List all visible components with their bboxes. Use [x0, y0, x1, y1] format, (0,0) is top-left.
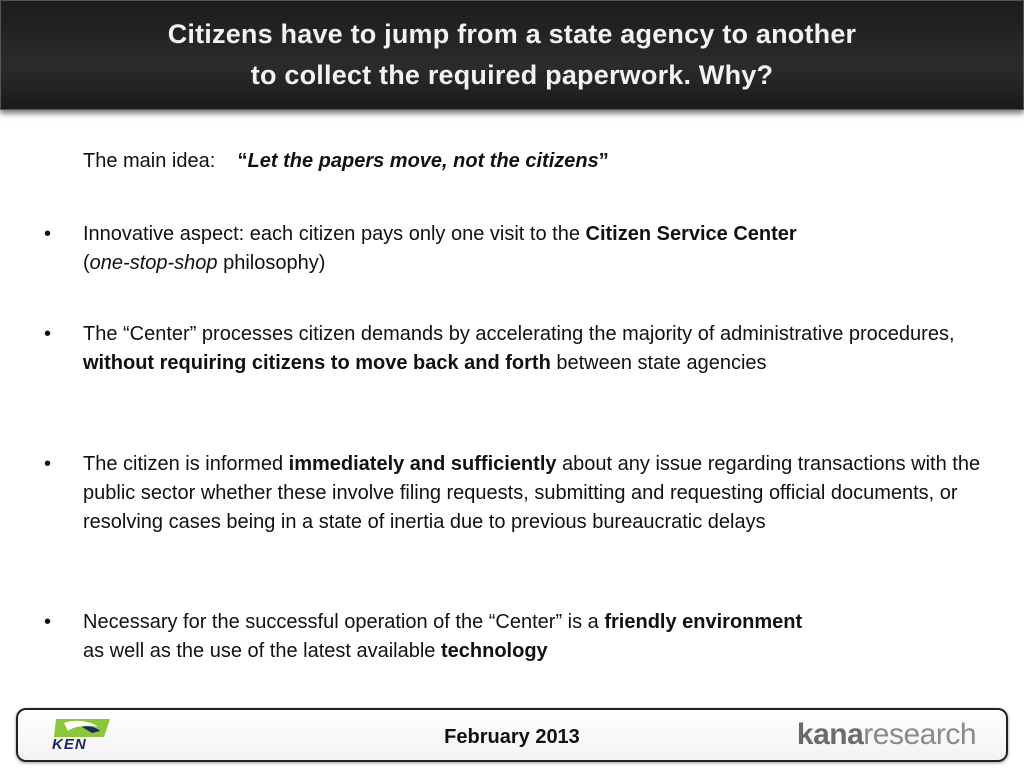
bullet-text: The “Center” processes citizen demands by accelerating the majority of administrative procedures, without requiring citizens to move back and forth between state agencies [83, 323, 955, 374]
bullet-dot: • [44, 223, 52, 245]
main-idea [83, 150, 609, 173]
main-idea-label: The main idea: [83, 150, 216, 172]
bullet-dot: • [44, 323, 52, 345]
ken-logo-text: KEN [52, 736, 87, 753]
bullet-text: The citizen is informed immediately and sufficiently about any issue regarding transactions with the public sector whether these involve filing requests, submitting and requesting official documents, or resolving cases being in a state of inertia due to previous bureaucratic delays [83, 453, 981, 533]
title-bar [0, 0, 1024, 110]
bullet-text: Innovative aspect: each citizen pays only one visit to the Citizen Service Center (one-stop-shop philosophy) [83, 223, 797, 274]
footer-date: February 2013 [444, 726, 580, 748]
slide-title-line-1: Citizens have to jump from a state agency to another [167, 19, 857, 49]
kana-research-logo: kanaresearch [796, 718, 976, 751]
bullet-dot: • [44, 611, 52, 633]
bullet-text: Necessary for the successful operation of the “Center” is a friendly environment as well as the use of the latest available technology [83, 611, 803, 662]
bullet-dot: • [44, 453, 52, 475]
main-idea-quote: “Let the papers move, not the citizens” [237, 150, 609, 172]
slide-title-line-2: to collect the required paperwork. Why? [250, 60, 774, 90]
footer-bar [16, 708, 1008, 762]
